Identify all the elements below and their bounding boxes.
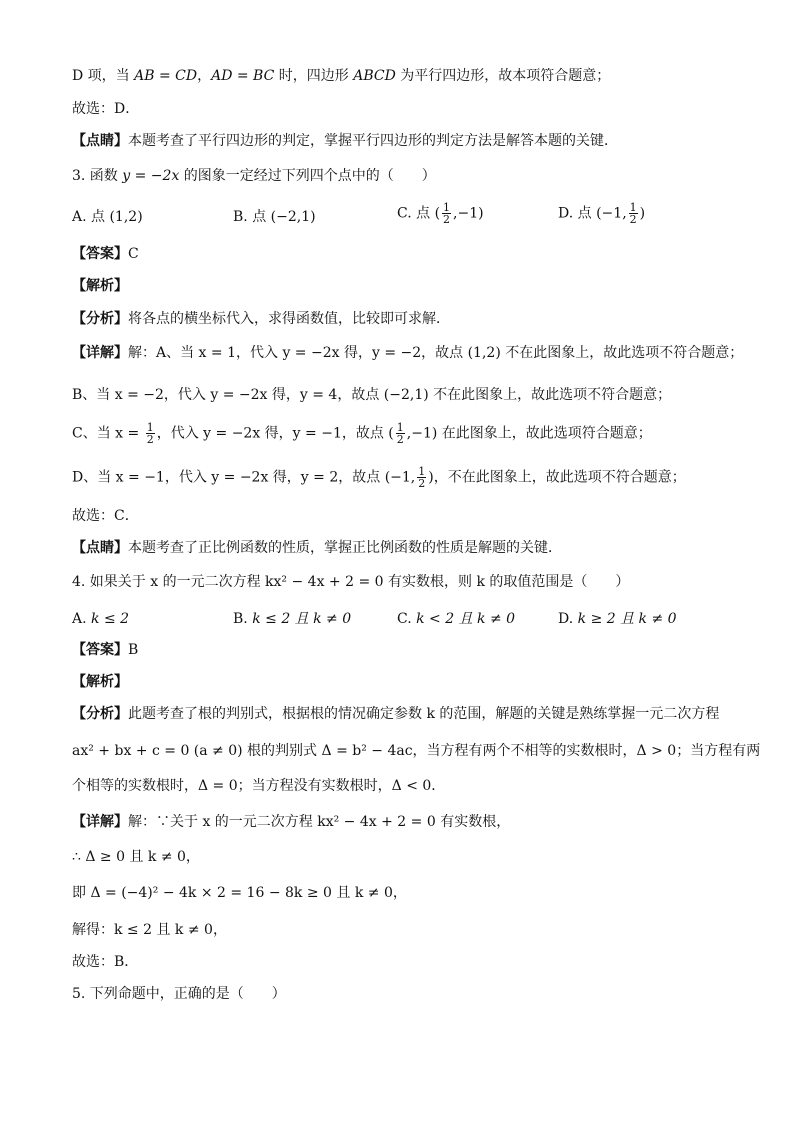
fraction-denominator: 2 [418,477,426,490]
text: 时，四边形 [274,68,354,84]
option-value-pre: ( [434,205,441,222]
q3-option-c [397,202,484,225]
q4-option-d [558,609,677,629]
math-figure: ABCD [353,68,396,84]
q4-detail-4: 解得：k ≤ 2 且 k ≠ 0， [72,922,227,938]
fraction-denominator: 2 [146,433,154,446]
fraction-numerator: 1 [146,421,154,434]
answer-value: B [128,642,139,658]
answer-tag: 【答案】 [72,246,128,262]
fraction-denominator: 2 [396,433,404,446]
analysis-tag: 【解析】 [72,278,128,294]
option-value-post: ) [639,205,646,222]
option-label: A. 点 [72,209,106,225]
q3-option-d [558,202,645,225]
option-label: B. [233,611,248,627]
text: D、当 x = −1，代入 y = −2x 得，y = 2，故点 (−1, [72,469,416,486]
q5-stem: 5. 下列命题中，正确的是（ ） [72,986,286,1002]
fenxi-text: 将各点的横坐标代入，求得函数值，比较即可求解． [128,311,450,327]
option-label: A. [72,611,87,627]
analysis-tag: 【解析】 [72,674,128,690]
fraction-numerator: 1 [396,421,404,434]
comment-text: 本题考查了平行四边形的判定，掌握平行四边形的判定方法是解答本题的关键． [128,133,618,149]
q3-detail-c [72,422,652,444]
q3-option-a [72,207,143,227]
answer-tag: 【答案】 [72,642,128,658]
fenxi-tag: 【分析】 [72,311,128,327]
text: C、当 x = [72,425,144,442]
detail-tag: 【详解】 [72,814,128,830]
option-value-pre: (−1, [596,205,627,222]
fraction [146,422,155,445]
q4-option-c [397,609,515,629]
comment-text: 本题考查了正比例函数的性质，掌握正比例函数的性质是解题的关键． [128,540,562,556]
fraction-numerator: 1 [443,201,451,214]
fenxi-text: 此题考查了根的判别式，根据根的情况确定参数 k 的范围，解题的关键是熟练掌握一元二次方程 [128,706,720,722]
fraction-denominator: 2 [629,213,637,226]
fraction-denominator: 2 [443,213,451,226]
answer-value: C [128,246,139,262]
q2-option-d-analysis [72,66,610,88]
option-value-post: ,−1) [453,205,484,222]
q2-comment [72,131,618,153]
text: 3. 函数 [72,168,123,184]
option-label: B. 点 [233,209,267,225]
q4-fenxi-line2: ax² + bx + c = 0 (a ≠ 0) 根的判别式 Δ = b² − 4ac，当方程有两个不相等的实数根时，Δ > 0；当方程有两 [72,743,761,759]
text: 为平行四边形，故本项符合题意； [395,68,611,84]
text: D 项，当 [72,68,135,84]
fraction [629,202,638,225]
q4-fenxi-line3: 个相等的实数根时，Δ = 0；当方程没有实数根时，Δ < 0． [72,778,446,794]
fraction-numerator: 1 [418,465,426,478]
option-label: C. [397,611,412,627]
q3-stem [72,166,436,188]
fraction [442,202,451,225]
fraction [417,466,426,489]
q3-option-b [233,207,316,227]
q3-detail-a [72,343,743,365]
text: ,−1) 在此图象上，故此选项符合题意； [406,425,652,442]
q4-analysis-tag [72,672,128,694]
q3-comment [72,538,562,560]
fraction-numerator: 1 [629,201,637,214]
text: )，不在此图象上，故此选项不符合题意； [428,469,686,486]
q3-fenxi [72,309,450,331]
text: 的图象一定经过下列四个点中的（ ） [179,168,436,184]
fenxi-tag: 【分析】 [72,706,128,722]
detail-text: 解：A、当 x = 1，代入 y = −2x 得，y = −2，故点 (1,2) 不在此图象上，故此选项不符合题意； [128,345,744,361]
detail-tag: 【详解】 [72,345,128,361]
option-label: D. [558,611,574,627]
text: ， [197,68,212,84]
option-label: D. 点 [558,205,592,222]
q4-option-b [233,609,351,629]
q4-choose: 故选：B． [72,954,139,970]
q4-detail-2: ∴ Δ ≥ 0 且 k ≠ 0， [72,849,200,865]
fraction [396,422,405,445]
q4-stem: 4. 如果关于 x 的一元二次方程 kx² − 4x + 2 = 0 有实数根，则 k 的取值范围是（ ） [72,574,630,590]
q3-detail-d [72,466,686,488]
q3-analysis-tag [72,276,128,298]
option-value: k ≤ 2 且 k ≠ 0 [252,611,352,627]
option-value: k < 2 且 k ≠ 0 [416,611,516,627]
q3-answer [72,244,139,266]
option-value: (−2,1) [270,209,316,225]
math-func: y = −2x [122,168,180,184]
math-eq: AD = BC [211,68,275,84]
option-value: k ≤ 2 [91,611,130,627]
text: ，代入 y = −2x 得，y = −1，故点 ( [156,425,394,442]
detail-text: 解：∵关于 x 的一元二次方程 kx² − 4x + 2 = 0 有实数根， [128,814,511,830]
q2-choose: 故选：D． [72,101,140,117]
q4-detail-1 [72,812,510,834]
q4-detail-3: 即 Δ = (−4)² − 4k × 2 = 16 − 8k ≥ 0 且 k ≠ 0， [72,885,407,901]
q4-answer [72,640,138,662]
q3-detail-b: B、当 x = −2，代入 y = −2x 得，y = 4，故点 (−2,1) 不在此图象上，故此选项不符合题意； [72,387,672,403]
q3-choose: 故选：C． [72,508,139,524]
option-value: k ≥ 2 且 k ≠ 0 [577,611,677,627]
comment-tag: 【点睛】 [72,133,128,149]
option-label: C. 点 [397,205,431,222]
q4-fenxi-line1 [72,704,719,726]
option-value: (1,2) [109,209,143,225]
comment-tag: 【点睛】 [72,540,128,556]
math-eq: AB = CD [134,68,198,84]
q4-option-a [72,609,129,629]
